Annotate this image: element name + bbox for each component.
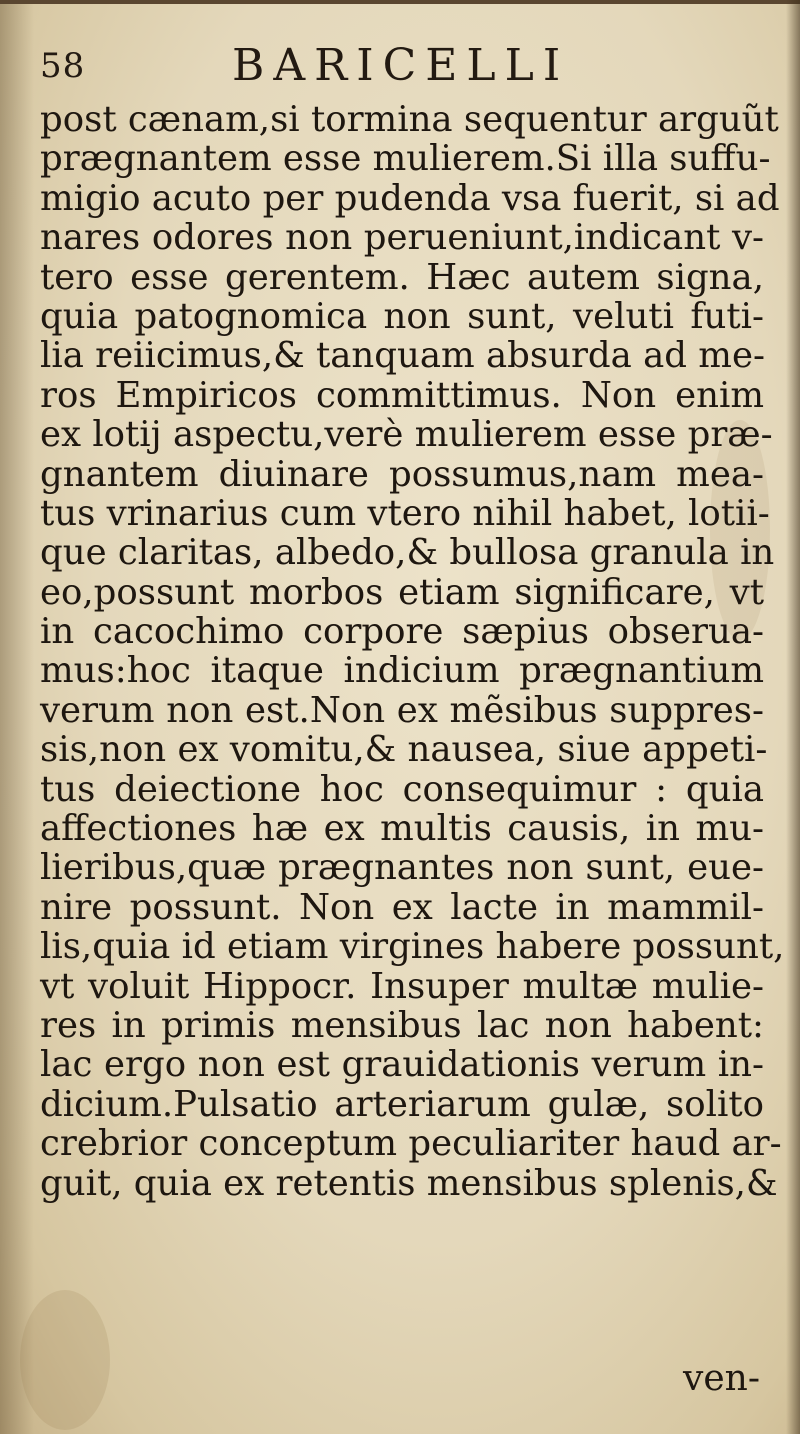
text-line: eo,possunt morbos etiam significare, vt [40, 571, 764, 613]
text-line: gnantem diuinare possumus,nam mea- [40, 453, 764, 495]
text-line: que claritas, albedo,& bullosa granula in [40, 532, 775, 574]
text-line: ros Empiricos committimus. Non enim [40, 374, 764, 416]
text-line: migio acuto per pudenda vsa fuerit, si ad [40, 177, 780, 219]
text-line: lac ergo non est grauidationis verum in- [40, 1044, 764, 1086]
text-line: quia patognomica non sunt, veluti futi- [40, 295, 764, 337]
text-line: tero esse gerentem. Hæc autem signa, [40, 256, 764, 298]
text-line: in cacochimo corpore sæpius obserua- [40, 611, 764, 653]
text-line: post cænam,si tormina sequentur arguũt [40, 99, 779, 140]
text-line: lieribus,quæ prægnantes non sunt, eue- [40, 847, 764, 889]
text-line: guit, quia ex retentis mensibus splenis,& [40, 1162, 778, 1204]
text-line: mus:hoc itaque indicium prægnantium [40, 650, 764, 692]
text-line: crebrior conceptum peculiariter haud ar- [40, 1123, 782, 1165]
text-line: nire possunt. Non ex lacte in mammil- [40, 886, 764, 928]
text-line: nares odores non perueniunt,indicant v- [40, 217, 764, 259]
text-line: lis,quia id etiam virgines habere possunt, [40, 926, 785, 968]
text-line: affectiones hæ ex multis causis, in mu- [40, 808, 764, 850]
text-line: dicium.Pulsatio arteriarum gulæ, solito [40, 1083, 764, 1125]
page-number: 58 [40, 46, 86, 86]
running-head-title: BARICELLI [232, 40, 570, 91]
text-line: prægnantem esse mulierem.Si illa suffu- [40, 138, 771, 180]
body-text [40, 99, 785, 1204]
text-line: vt voluit Hippocr. Insuper multæ mulie- [40, 965, 764, 1007]
text-line: ex lotij aspectu,verè mulierem esse præ- [40, 414, 773, 456]
text-line: sis,non ex vomitu,& nausea, siue appeti- [40, 729, 768, 771]
paper-stain [20, 1290, 110, 1430]
text-line: res in primis mensibus lac non habent: [40, 1004, 764, 1046]
catchword: ven- [683, 1358, 760, 1399]
text-line: lia reiicimus,& tanquam absurda ad me- [40, 335, 765, 377]
running-head [40, 40, 760, 100]
page-top-edge [0, 0, 800, 4]
text-line: verum non est.Non ex mẽsibus suppres- [40, 689, 764, 731]
text-line: tus deiectione hoc consequimur : quia [40, 768, 764, 810]
text-line: tus vrinarius cum vtero nihil habet, lotii- [40, 492, 770, 534]
